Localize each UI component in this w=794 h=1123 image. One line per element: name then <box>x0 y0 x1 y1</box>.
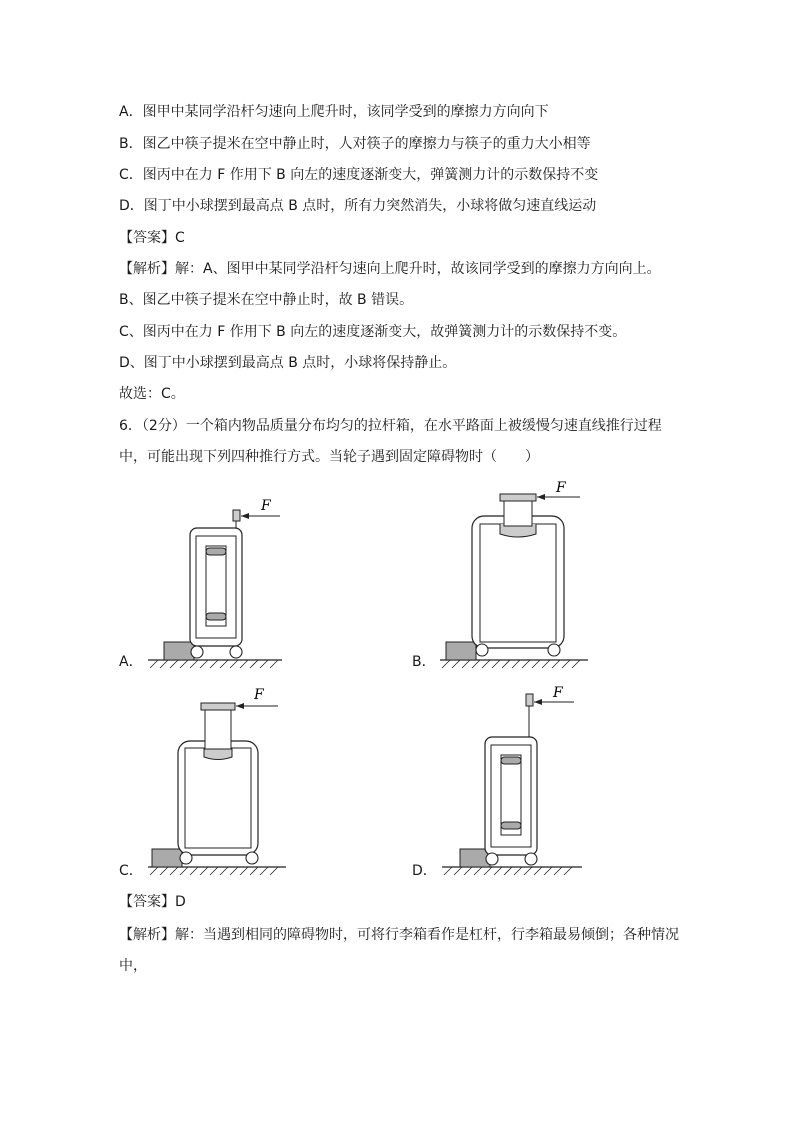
analysis-conclusion: 故选：C。 <box>119 386 185 402</box>
question-6-answer: 【答案】D <box>119 894 186 910</box>
option-b: B．图乙中筷子提米在空中静止时，人对筷子的摩擦力与筷子的重力大小相等 <box>119 136 591 152</box>
force-f-label-a: F <box>261 498 271 514</box>
figure-d <box>432 682 592 878</box>
force-f-label-c: F <box>254 687 264 703</box>
figure-d-label: D． <box>412 863 437 879</box>
figure-a-label: A． <box>119 654 143 670</box>
figure-c <box>140 685 300 879</box>
analysis-line-4: D、图丁中小球摆到最高点 B 点时，小球将保持静止。 <box>119 355 457 371</box>
figure-a <box>140 490 300 670</box>
question-6-stem: 6．（2分）一个箱内物品质量分布均匀的拉杆箱，在水平路面上被缓慢匀速直线推行过程中，可能出现下列四种推行方式。当轮子遇到固定障碍物时（ ） <box>119 418 662 465</box>
option-c: C．图丙中在力 F 作用下 B 向左的速度逐渐变大，弹簧测力计的示数保持不变 <box>119 167 599 183</box>
option-a: A．图甲中某同学沿杆匀速向上爬升时，该同学受到的摩擦力方向向下 <box>119 104 549 120</box>
force-f-label-b: F <box>556 480 566 496</box>
option-d: D．图丁中小球摆到最高点 B 点时，所有力突然消失，小球将做匀速直线运动 <box>119 198 597 214</box>
figure-b-label: B． <box>412 654 436 670</box>
analysis-line-2: B、图乙中筷子提米在空中静止时，故 B 错误。 <box>119 292 414 308</box>
analysis-line-1: 【解析】解：A、图甲中某同学沿杆匀速向上爬升时，故该同学受到的摩擦力方向向上。 <box>119 261 661 277</box>
figure-b <box>432 476 592 670</box>
prev-answer: 【答案】C <box>119 230 185 246</box>
force-f-label-d: F <box>553 685 563 701</box>
question-6-analysis: 【解析】解：当遇到相同的障碍物时，可将行李箱看作是杠杆，行李箱最易倾倒；各种情况中， <box>119 927 679 974</box>
analysis-line-3: C、图丙中在力 F 作用下 B 向左的速度逐渐变大，故弹簧测力计的示数保持不变。 <box>119 324 627 340</box>
figure-c-label: C． <box>119 863 143 879</box>
